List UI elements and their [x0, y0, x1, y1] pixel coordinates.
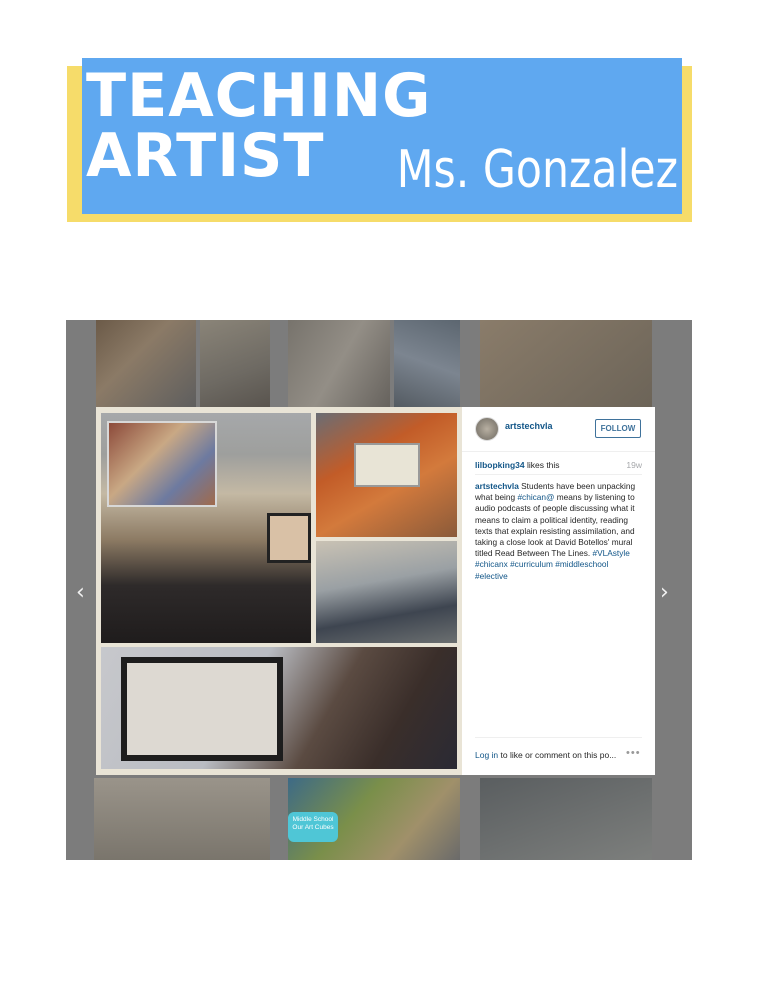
avatar[interactable]: [475, 417, 499, 441]
hashtag[interactable]: #chicanx: [475, 559, 508, 570]
banner-title: TEACHING ARTIST: [86, 61, 432, 191]
more-options-icon[interactable]: •••: [626, 747, 641, 759]
photo-students-table: [316, 541, 457, 643]
grid-thumbnail[interactable]: [94, 778, 270, 860]
post-caption: [475, 481, 643, 582]
grid-thumbnail[interactable]: [200, 320, 270, 407]
grid-thumbnail[interactable]: [480, 778, 652, 860]
banner-subtitle: Ms. Gonzalez: [396, 140, 678, 200]
hashtag[interactable]: #chican@: [517, 492, 555, 503]
hashtag[interactable]: #curriculum: [510, 559, 553, 570]
post-username[interactable]: artstechvla: [505, 421, 553, 431]
projected-mural: [107, 421, 217, 507]
divider: [475, 474, 642, 475]
chevron-right-icon[interactable]: ›: [660, 580, 669, 605]
hashtag[interactable]: #elective: [475, 570, 508, 581]
post-image-collage[interactable]: [96, 407, 462, 775]
grid-thumbnail[interactable]: [394, 320, 460, 407]
computer-screen: [121, 657, 283, 761]
chevron-left-icon[interactable]: ‹: [76, 580, 85, 605]
follow-button[interactable]: FOLLOW: [595, 419, 641, 438]
login-link[interactable]: Log in: [475, 750, 499, 760]
caption-username[interactable]: artstechvla: [475, 481, 519, 491]
login-prompt: [475, 750, 616, 760]
post-time[interactable]: 19w: [626, 460, 642, 470]
grid-thumbnail[interactable]: [96, 320, 196, 407]
title-banner: [82, 58, 682, 214]
hashtag[interactable]: #VLAstyle: [592, 548, 630, 559]
grid-thumbnail[interactable]: [480, 320, 652, 407]
post-header: [462, 407, 655, 452]
hashtag[interactable]: #middleschool: [555, 559, 609, 570]
likes-user[interactable]: lilbopking34: [475, 460, 525, 470]
photo-laptop-desk: [316, 413, 457, 537]
photo-classroom-projector: [101, 413, 311, 643]
monitor-screen: [267, 513, 311, 563]
caption-text: means by listening to audio podcasts of people discussing what it means to claim a political identity, reading texts that explain resisting assimilation, and taking a close look at David Botellos' mural titled Read Between The Lines.: [475, 492, 635, 559]
likes-row: [475, 460, 642, 470]
photo-student-computer: [101, 647, 457, 769]
login-text: to like or comment on this po...: [498, 750, 617, 760]
caption-text: Students have been unpacking what being: [475, 481, 636, 503]
divider: [475, 737, 642, 738]
laptop: [354, 443, 420, 487]
grid-thumbnail[interactable]: [288, 320, 390, 407]
likes-text: likes this: [524, 460, 560, 470]
post-modal: [96, 407, 655, 775]
instagram-screenshot: [66, 320, 692, 860]
thumbnail-badge: Middle School Our Art Cubes: [288, 812, 338, 842]
